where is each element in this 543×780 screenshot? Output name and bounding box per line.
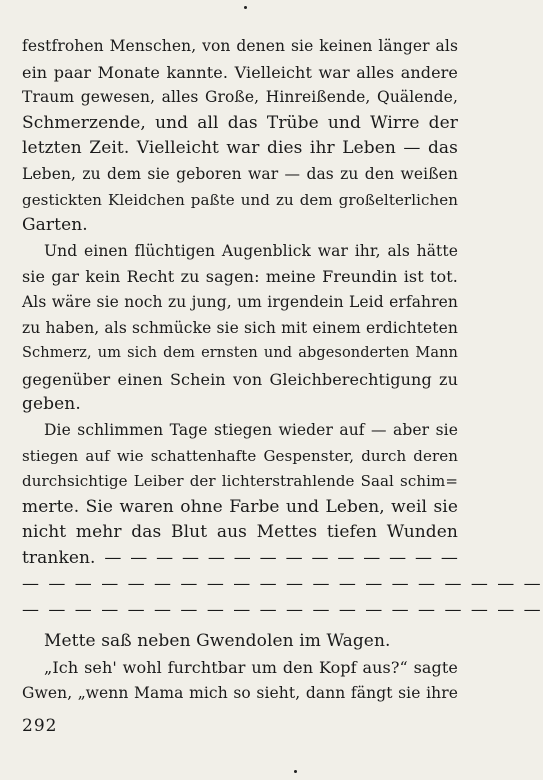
text-line: Als wäre sie noch zu jung, um irgendein Leid erfahren: [22, 292, 458, 311]
text-line: Die schlimmen Tage stiegen wieder auf — aber sie: [44, 420, 458, 439]
print-speck: [294, 770, 297, 773]
page-body: [22, 34, 543, 706]
text-line: Leben, zu dem sie geboren war — das zu den weißen: [22, 164, 458, 183]
text-line: ein paar Monate kannte. Vielleicht war alles andere: [22, 62, 458, 82]
text-line: geben.: [22, 394, 81, 415]
paragraph-1: [22, 34, 458, 239]
text-line: „Ich seh' wohl furchtbar um den Kopf aus?“ sagte: [44, 658, 458, 678]
dash-line: — — — — — — — — — — — — — — — — — — — —: [22, 574, 543, 595]
text-line: Garten.: [22, 215, 88, 236]
text-line: sie gar kein Recht zu sagen: meine Freundin ist tot.: [22, 267, 458, 287]
text-line: Und einen flüchtigen Augenblick war ihr, als hätte: [44, 241, 458, 260]
text-line: gegenüber einen Schein von Gleichberechtigung zu: [22, 369, 458, 389]
text-line: durchsichtige Leiber der lichterstrahlende Saal schim=: [22, 472, 458, 491]
text-line: tranken. — — — — — — — — — — — — — —: [22, 547, 458, 568]
text-line: letzten Zeit. Vielleicht war dies ihr Leben — das: [22, 138, 458, 159]
print-speck: [244, 6, 247, 9]
paragraph-2: [22, 239, 458, 418]
paragraph-5: [22, 655, 458, 706]
text-line: Schmerzende, und all das Trübe und Wirre der: [22, 112, 458, 133]
text-line: festfrohen Menschen, von denen sie keinen länger als: [22, 37, 458, 55]
text-line: nicht mehr das Blut aus Mettes tiefen Wunden: [22, 522, 458, 543]
paragraph-3: [22, 418, 458, 572]
text-line: zu haben, als schmücke sie sich mit einem erdichteten: [22, 318, 458, 337]
text-line: gestickten Kleidchen paßte und zu dem großelterlichen: [22, 190, 458, 209]
dash-line: — — — — — — — — — — — — — — — — — — — —: [22, 600, 543, 621]
text-line: merte. Sie waren ohne Farbe und Leben, weil sie: [22, 496, 458, 517]
text-line: stiegen auf wie schattenhafte Gespenster, durch deren: [22, 446, 458, 465]
dash-separator: [22, 571, 543, 623]
text-line: Gwen, „wenn Mama mich so sieht, dann fängt sie ihre: [22, 683, 458, 702]
text-line: Schmerz, um sich dem ernsten und abgesonderten Mann: [22, 345, 458, 362]
paragraph-4: [22, 629, 458, 655]
text-line: Traum gewesen, alles Große, Hinreißende, Quälende,: [22, 88, 458, 107]
page-number: 292: [22, 716, 58, 736]
text-line: Mette saß neben Gwendolen im Wagen.: [44, 631, 391, 652]
